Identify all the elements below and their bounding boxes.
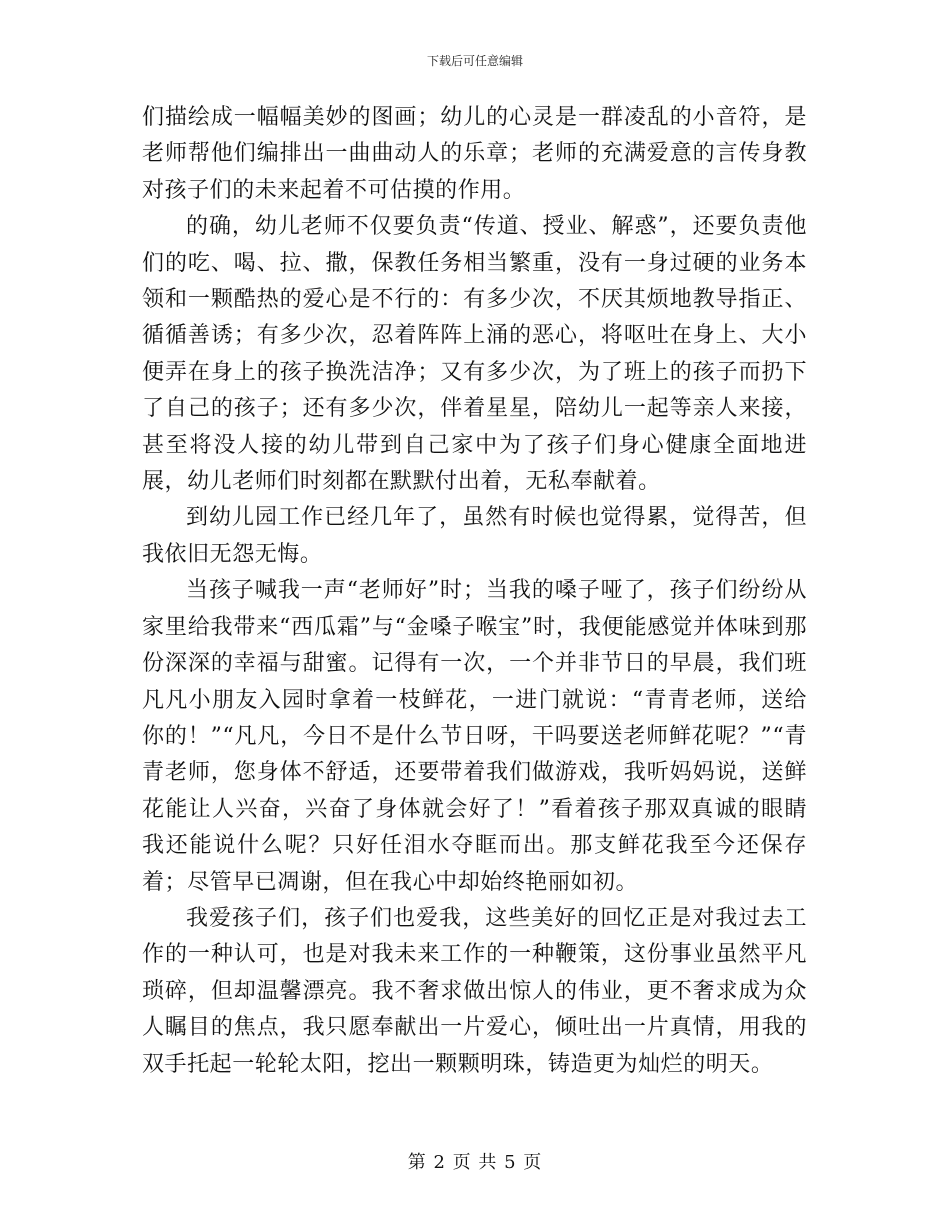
- paragraph: 当孩子喊我一声“老师好”时；当我的嗓子哑了，孩子们纷纷从家里给我带来“西瓜霜”与“金嗓子喉宝”时，我便能感觉并体味到那份深深的幸福与甜蜜。记得有一次，一个并非节日的早晨，我们班凡凡小朋友入园时拿着一枝鲜花，一进门就说：“青青老师，送给你的！”“凡凡，今日不是什么节日呀，干吗要送老师鲜花呢？”“青青老师，您身体不舒适，还要带着我们做游戏，我听妈妈说，送鲜花能让人兴奋，兴奋了身体就会好了！”看着孩子那双真诚的眼睛我还能说什么呢？只好任泪水夺眶而出。那支鲜花我至今还保存着；尽管早已凋谢，但在我心中却始终艳丽如初。: [142, 578, 807, 895]
- paragraph-continued: 们描绘成一幅幅美妙的图画；幼儿的心灵是一群凌乱的小音符，是老师帮他们编排出一曲曲动人的乐章；老师的充满爱意的言传身教对孩子们的未来起着不可估摸的作用。: [142, 105, 807, 203]
- paragraph: 我爱孩子们，孩子们也爱我，这些美好的回忆正是对我过去工作的一种认可，也是对我未来工作的一种鞭策，这份事业虽然平凡琐碎，但却温馨漂亮。我不奢求做出惊人的伟业，更不奢求成为众人瞩目的焦点，我只愿奉献出一片爱心，倾吐出一片真情，用我的双手托起一轮轮太阳，挖出一颗颗明珠，铸造更为灿烂的明天。: [142, 905, 807, 1077]
- paragraph: 到幼儿园工作已经几年了，虽然有时候也觉得累，觉得苦，但我依旧无怨无悔。: [142, 505, 807, 567]
- page-header: 下载后可任意编辑: [426, 54, 523, 68]
- page-number-footer: 第 2 页 共 5 页: [407, 1152, 543, 1173]
- document-body: [142, 100, 807, 1083]
- paragraph: 的确，幼儿老师不仅要负责“传道、授业、解惑”，还要负责他们的吃、喝、拉、撒，保教任务相当繁重，没有一身过硬的业务本领和一颗酷热的爱心是不行的：有多少次，不厌其烦地教导指正、循循善诱；有多少次，忍着阵阵上涌的恶心，将呕吐在身上、大小便弄在身上的孩子换洗洁净；又有多少次，为了班上的孩子而扔下了自己的孩子；还有多少次，伴着星星，陪幼儿一起等亲人来接，甚至将没人接的幼儿带到自己家中为了孩子们身心健康全面地进展，幼儿老师们时刻都在默默付出着，无私奉献着。: [142, 214, 807, 495]
